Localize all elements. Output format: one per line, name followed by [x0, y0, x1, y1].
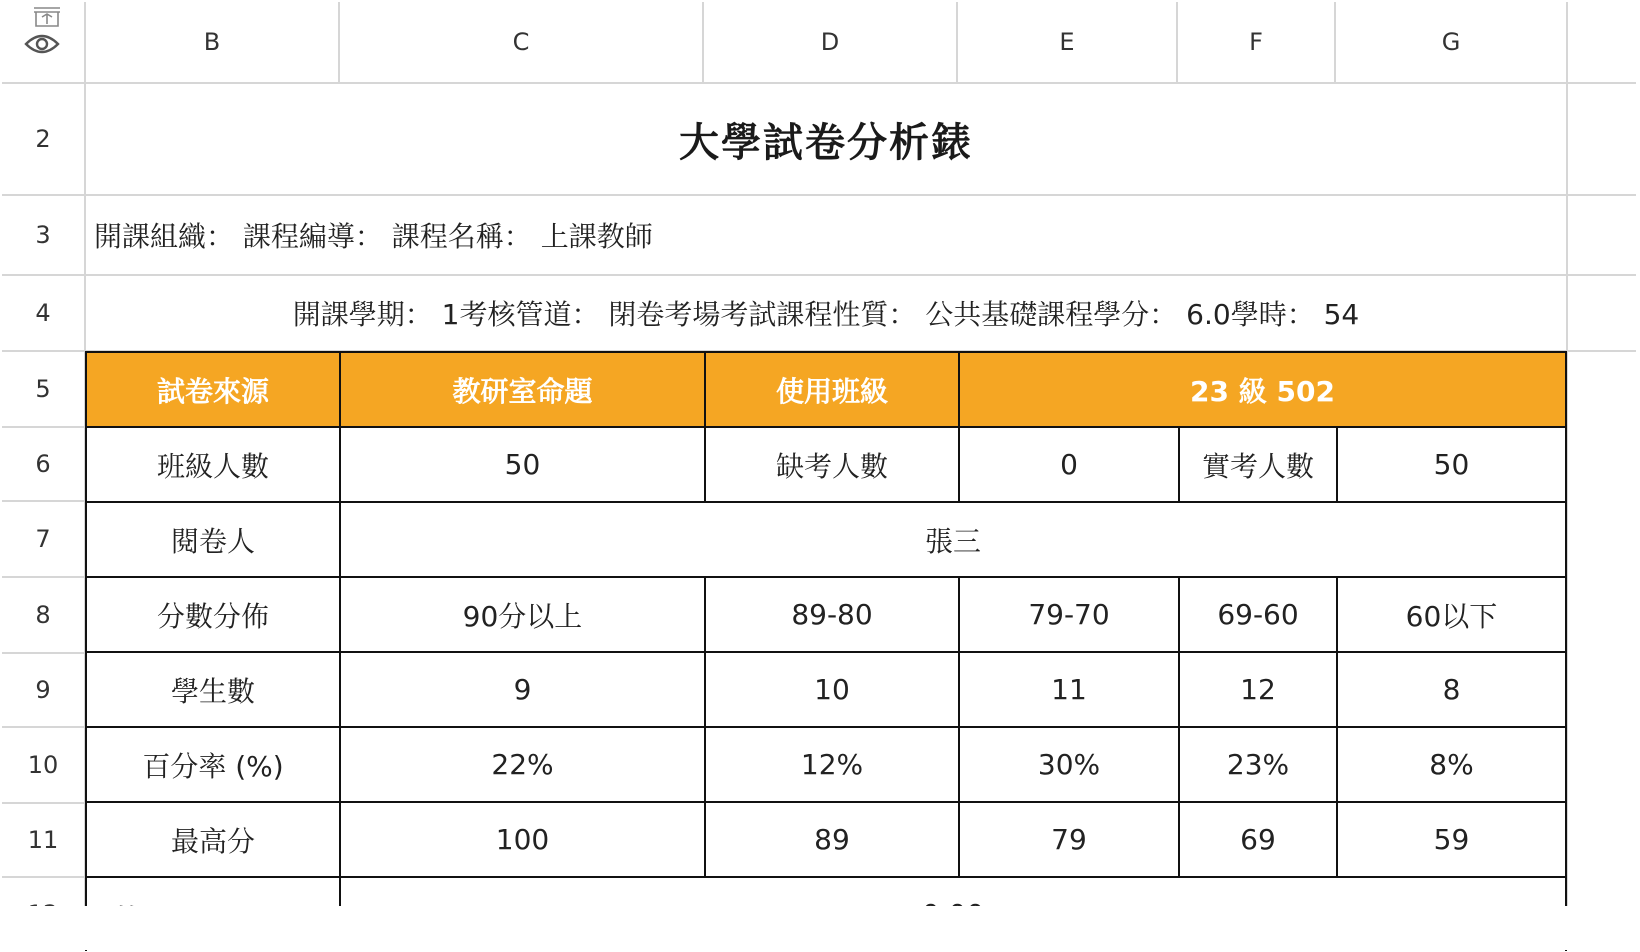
grid-line: [1176, 2, 1178, 82]
student-count-label[interactable]: 學生數: [170, 674, 255, 708]
grid-line: [702, 2, 704, 82]
paper-source-label[interactable]: 試卷來源: [87, 353, 339, 426]
row12-value[interactable]: [341, 878, 1565, 906]
max-score-4[interactable]: 69: [1240, 823, 1276, 856]
semester-info-row[interactable]: 開課學期： 1考核管道： 閉卷考場考試課程性質： 公共基礎課程學分： 6.0學時： 54: [292, 298, 1360, 331]
column-header-e[interactable]: E: [1059, 28, 1075, 56]
distribution-band-2[interactable]: 89-80: [791, 598, 873, 631]
row-number-6[interactable]: 6: [35, 450, 51, 478]
row-number-10[interactable]: 10: [27, 751, 59, 779]
student-count-3[interactable]: 11: [1051, 673, 1087, 706]
max-score-2[interactable]: 89: [814, 823, 850, 856]
bottom-clip: [2, 906, 1636, 950]
grid-line: [2, 802, 84, 804]
class-size-value[interactable]: 50: [504, 448, 541, 481]
column-header-b[interactable]: B: [203, 28, 221, 56]
percentage-label[interactable]: 百分率 (%): [142, 749, 284, 783]
row-number-12[interactable]: [2, 878, 84, 906]
max-score-label[interactable]: 最高分: [170, 824, 255, 858]
grid-line: [2, 652, 84, 654]
student-count-4[interactable]: 12: [1240, 673, 1276, 706]
column-header-c[interactable]: C: [512, 28, 530, 56]
grid-line: [2, 726, 84, 728]
column-header-g[interactable]: G: [1441, 28, 1461, 56]
distribution-band-5[interactable]: 60以下: [1405, 599, 1498, 633]
corner-cell[interactable]: [2, 2, 84, 82]
eye-icon[interactable]: [24, 30, 60, 58]
sheet-title[interactable]: 大學試卷分析錶: [679, 119, 973, 166]
row-number-11[interactable]: 11: [27, 826, 59, 854]
percentage-1[interactable]: 22%: [491, 748, 554, 781]
row-number-9[interactable]: 9: [35, 676, 51, 704]
grid-line: [2, 500, 84, 502]
absent-label[interactable]: 缺考人數: [775, 449, 888, 483]
spreadsheet-frame: [2, 2, 1636, 948]
distribution-band-3[interactable]: 79-70: [1028, 598, 1110, 631]
distribution-band-1[interactable]: 90分以上: [462, 599, 583, 633]
present-label[interactable]: 實考人數: [1201, 449, 1314, 483]
row-number-4[interactable]: 4: [35, 299, 51, 327]
row-number-3[interactable]: 3: [35, 221, 51, 249]
max-score-1[interactable]: 100: [495, 823, 550, 856]
class-value[interactable]: 23 級 502: [958, 353, 1565, 426]
percentage-3[interactable]: 30%: [1037, 748, 1101, 781]
column-header-d[interactable]: D: [820, 28, 840, 56]
class-size-label[interactable]: 班級人數: [156, 449, 269, 483]
grid-line: [956, 2, 958, 82]
percentage-4[interactable]: 23%: [1226, 748, 1290, 781]
percentage-2[interactable]: 12%: [800, 748, 864, 781]
class-label[interactable]: 使用班級: [704, 353, 958, 426]
max-score-3[interactable]: 79: [1051, 823, 1087, 856]
grid-line: [2, 876, 84, 878]
row-number-5[interactable]: 5: [35, 375, 51, 403]
grid-line: [2, 576, 84, 578]
grid-line: [2, 426, 84, 428]
freeze-icon[interactable]: [32, 2, 62, 24]
student-count-5[interactable]: 8: [1442, 673, 1461, 706]
absent-value[interactable]: 0: [1060, 448, 1078, 481]
row-number-2[interactable]: 2: [35, 125, 51, 153]
student-count-2[interactable]: 10: [814, 673, 850, 706]
grid-line: [338, 2, 340, 82]
row-number-7[interactable]: 7: [35, 525, 51, 553]
row-number-8[interactable]: 8: [35, 601, 51, 629]
distribution-label[interactable]: 分數分佈: [156, 599, 269, 633]
course-info-row[interactable]: 開課組織： 課程編導： 課程名稱： 上課教師: [94, 220, 653, 253]
column-header-f[interactable]: F: [1249, 28, 1263, 56]
paper-source-value[interactable]: 教研室命題: [339, 353, 704, 426]
grid-line: [1334, 2, 1336, 82]
student-count-1[interactable]: 9: [513, 673, 532, 706]
max-score-5[interactable]: 59: [1433, 823, 1470, 856]
distribution-band-4[interactable]: 69-60: [1217, 598, 1299, 631]
row12-label[interactable]: [87, 878, 339, 906]
grader-value[interactable]: 張三: [924, 524, 981, 558]
grader-label[interactable]: 閱卷人: [170, 524, 255, 558]
percentage-5[interactable]: 8%: [1429, 748, 1474, 781]
present-value[interactable]: 50: [1433, 448, 1470, 481]
